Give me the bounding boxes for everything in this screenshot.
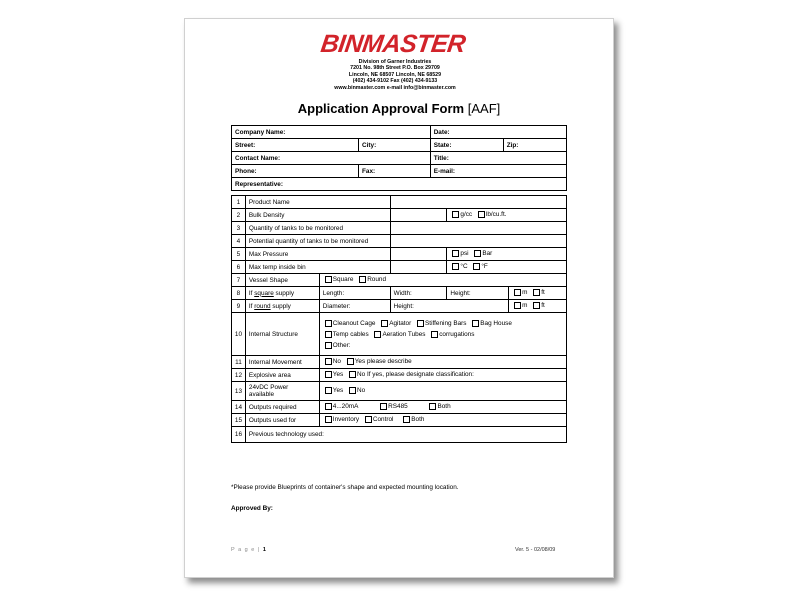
bulk-density-units xyxy=(447,209,567,222)
table-row xyxy=(232,261,567,274)
internal-movement-options xyxy=(319,356,566,369)
label-part: supply xyxy=(270,302,291,310)
state-field[interactable]: State: xyxy=(430,139,503,152)
fax-field[interactable]: Fax: xyxy=(359,165,431,178)
option-label: Inventory xyxy=(332,416,360,424)
label-part: If xyxy=(248,289,255,297)
row-number: 11 xyxy=(232,356,246,369)
row-label: Outputs required xyxy=(245,401,319,414)
representative-field[interactable]: Representative: xyxy=(232,178,567,191)
yes-checkbox[interactable] xyxy=(325,387,332,394)
square-checkbox[interactable] xyxy=(325,276,332,283)
option-label: Stiffening Bars xyxy=(425,319,467,327)
option-label: g/cc xyxy=(460,211,473,219)
option-label: Agitator xyxy=(389,319,412,327)
version-label: Ver. 5 - 02/08/09 xyxy=(515,547,556,553)
option-label: No If yes, please designate classification: xyxy=(357,371,474,379)
option-label: ft xyxy=(541,289,545,297)
option-label: °C xyxy=(460,263,468,271)
row-number: 4 xyxy=(232,235,246,248)
option-label: 4...20mA xyxy=(332,403,359,411)
label-part: round xyxy=(254,302,271,310)
option-label: lb/cu.ft. xyxy=(485,211,507,219)
table-row xyxy=(232,300,567,313)
inventory-checkbox[interactable] xyxy=(325,416,332,423)
option-label: Bag House xyxy=(480,319,512,327)
row-label: Explosive area xyxy=(245,369,319,382)
form-title-code: [AAF] xyxy=(467,101,501,116)
table-row xyxy=(232,369,567,382)
outputs-used-options xyxy=(319,414,566,427)
rs485-checkbox[interactable] xyxy=(380,403,387,410)
no-checkbox[interactable] xyxy=(325,358,332,365)
no-checkbox[interactable] xyxy=(349,371,356,378)
agitator-checkbox[interactable] xyxy=(381,320,388,327)
product-name-input[interactable] xyxy=(390,196,566,209)
table-row xyxy=(232,248,567,261)
logo-wordmark: BINMASTER xyxy=(319,30,468,58)
option-label: Cleanout Cage xyxy=(332,319,376,327)
company-address xyxy=(295,59,495,91)
email-field[interactable]: E-mail: xyxy=(430,165,566,178)
options-line xyxy=(323,318,563,329)
option-label: ft xyxy=(541,302,545,310)
label-part: If xyxy=(248,302,255,310)
no-checkbox[interactable] xyxy=(349,387,356,394)
row-number: 13 xyxy=(232,382,246,401)
table-row xyxy=(232,209,567,222)
row-label: Vessel Shape xyxy=(245,274,319,287)
4-20ma-checkbox[interactable] xyxy=(325,403,332,410)
power-options xyxy=(319,382,566,401)
row-number: 10 xyxy=(232,313,246,356)
options-line xyxy=(323,329,563,340)
round-checkbox[interactable] xyxy=(359,276,366,283)
row-label: Potential quantity of tanks to be monitored xyxy=(245,235,390,248)
bar-checkbox[interactable] xyxy=(474,250,481,257)
option-label: m xyxy=(522,302,528,310)
square-units xyxy=(509,287,567,300)
row-number: 5 xyxy=(232,248,246,261)
row-number: 6 xyxy=(232,261,246,274)
contact-table xyxy=(231,125,567,191)
table-row xyxy=(232,414,567,427)
table-row xyxy=(232,382,567,401)
title-field[interactable]: Title: xyxy=(430,152,566,165)
bag-house-checkbox[interactable] xyxy=(472,320,479,327)
fahrenheit-checkbox[interactable] xyxy=(473,263,480,270)
table-row xyxy=(232,427,567,443)
option-label: Yes please describe xyxy=(354,358,412,366)
lbcuft-checkbox[interactable] xyxy=(478,211,485,218)
stiffening-bars-checkbox[interactable] xyxy=(417,320,424,327)
row-label xyxy=(245,300,319,313)
bulk-density-input[interactable] xyxy=(390,209,447,222)
row-label xyxy=(245,382,319,401)
row-number: 16 xyxy=(232,427,246,443)
label-part: square xyxy=(254,289,274,297)
page-number: 1 xyxy=(262,547,267,553)
option-label: corrugations xyxy=(439,330,475,338)
row-number: 15 xyxy=(232,414,246,427)
option-label: Other: xyxy=(332,341,351,349)
form-page xyxy=(184,18,614,578)
label-line: 24vDC Power xyxy=(248,384,289,391)
both-checkbox[interactable] xyxy=(429,403,436,410)
label-line: available xyxy=(248,391,275,398)
address-line: (402) 434-9102 Fax (402) 434-9133 xyxy=(352,78,438,85)
row-number: 1 xyxy=(232,196,246,209)
page-label xyxy=(231,547,267,553)
binmaster-logo xyxy=(319,30,468,58)
explosive-area-options xyxy=(319,369,566,382)
round-units xyxy=(509,300,567,313)
row-number: 9 xyxy=(232,300,246,313)
company-name-field[interactable]: Company Name: xyxy=(232,126,431,139)
zip-field[interactable]: Zip: xyxy=(503,139,566,152)
aeration-tubes-checkbox[interactable] xyxy=(374,331,381,338)
options-line xyxy=(323,340,563,351)
row-number: 12 xyxy=(232,369,246,382)
temp-cables-checkbox[interactable] xyxy=(325,331,332,338)
meter-checkbox[interactable] xyxy=(514,302,521,309)
option-label: Control xyxy=(372,416,394,424)
option-label: psi xyxy=(460,250,469,258)
max-temp-input[interactable] xyxy=(390,261,447,274)
cleanout-cage-checkbox[interactable] xyxy=(325,320,332,327)
outputs-options xyxy=(319,401,566,414)
row-number: 7 xyxy=(232,274,246,287)
height-field[interactable]: Height: xyxy=(447,287,509,300)
option-label: Yes xyxy=(332,387,344,395)
option-label: Yes xyxy=(332,371,344,379)
date-field[interactable]: Date: xyxy=(430,126,566,139)
previous-technology-field[interactable]: Previous technology used: xyxy=(245,427,566,443)
other-checkbox[interactable] xyxy=(325,342,332,349)
option-label: Round xyxy=(367,276,387,284)
option-label: Aeration Tubes xyxy=(382,330,426,338)
control-checkbox[interactable] xyxy=(365,416,372,423)
application-table xyxy=(231,195,567,443)
row-label: Bulk Density xyxy=(245,209,390,222)
option-label: Square xyxy=(332,276,354,284)
option-label: Both xyxy=(411,416,425,424)
city-field[interactable]: City: xyxy=(359,139,431,152)
option-label: No xyxy=(357,387,366,395)
potential-tank-input[interactable] xyxy=(390,235,566,248)
feet-checkbox[interactable] xyxy=(533,289,540,296)
vessel-shape-options xyxy=(319,274,566,287)
option-label: m xyxy=(522,289,528,297)
yes-checkbox[interactable] xyxy=(325,371,332,378)
address-line: Division of Garner Industries xyxy=(358,59,432,65)
table-row xyxy=(232,356,567,369)
table-row xyxy=(232,235,567,248)
internal-structure-options xyxy=(319,313,566,356)
feet-checkbox[interactable] xyxy=(533,302,540,309)
option-label: °F xyxy=(481,263,488,271)
tank-quantity-input[interactable] xyxy=(390,222,566,235)
street-field[interactable]: Street: xyxy=(232,139,359,152)
row-label: Internal Structure xyxy=(245,313,319,356)
option-label: Bar xyxy=(482,250,493,258)
row-label: Outputs used for xyxy=(245,414,319,427)
row-number: 14 xyxy=(232,401,246,414)
table-row xyxy=(232,313,567,356)
diameter-field[interactable]: Diameter: xyxy=(319,300,390,313)
gcc-checkbox[interactable] xyxy=(452,211,459,218)
option-label: RS485 xyxy=(388,403,408,411)
address-line: 7201 No. 98th Street P.O. Box 29709 xyxy=(350,65,440,72)
table-row xyxy=(232,222,567,235)
option-label: Temp cables xyxy=(332,330,369,338)
option-label: No xyxy=(332,358,341,366)
temp-units xyxy=(447,261,567,274)
row-number: 2 xyxy=(232,209,246,222)
contact-name-field[interactable]: Contact Name: xyxy=(232,152,431,165)
row-number: 3 xyxy=(232,222,246,235)
both-checkbox[interactable] xyxy=(403,416,410,423)
row-label: Internal Movement xyxy=(245,356,319,369)
psi-checkbox[interactable] xyxy=(452,250,459,257)
table-row xyxy=(232,274,567,287)
corrugations-checkbox[interactable] xyxy=(431,331,438,338)
celsius-checkbox[interactable] xyxy=(452,263,459,270)
form-title-text: Application Approval Form xyxy=(297,101,465,116)
form-title xyxy=(185,101,613,116)
row-number: 8 xyxy=(232,287,246,300)
phone-field[interactable]: Phone: xyxy=(232,165,359,178)
table-row xyxy=(232,196,567,209)
approved-by-label: Approved By: xyxy=(231,505,273,512)
length-field[interactable]: Length: xyxy=(319,287,390,300)
meter-checkbox[interactable] xyxy=(514,289,521,296)
row-label: Max Pressure xyxy=(245,248,390,261)
page-word: P a g e | xyxy=(231,547,261,553)
blueprint-note: *Please provide Blueprints of container's shape and expected mounting location. xyxy=(231,484,459,491)
row-label: Max temp inside bin xyxy=(245,261,390,274)
row-label: Quantity of tanks to be monitored xyxy=(245,222,390,235)
max-pressure-input[interactable] xyxy=(390,248,447,261)
address-line: www.binmaster.com e-mail info@binmaster.com xyxy=(334,84,456,91)
table-row xyxy=(232,401,567,414)
yes-checkbox[interactable] xyxy=(347,358,354,365)
table-row xyxy=(232,287,567,300)
row-label: Product Name xyxy=(245,196,390,209)
height-field[interactable]: Height: xyxy=(390,300,508,313)
label-part: supply xyxy=(273,289,295,297)
address-line: Lincoln, NE 68507 Lincoln, NE 68529 xyxy=(348,71,442,78)
width-field[interactable]: Width: xyxy=(390,287,447,300)
row-label xyxy=(245,287,319,300)
pressure-units xyxy=(447,248,567,261)
option-label: Both xyxy=(437,403,451,411)
